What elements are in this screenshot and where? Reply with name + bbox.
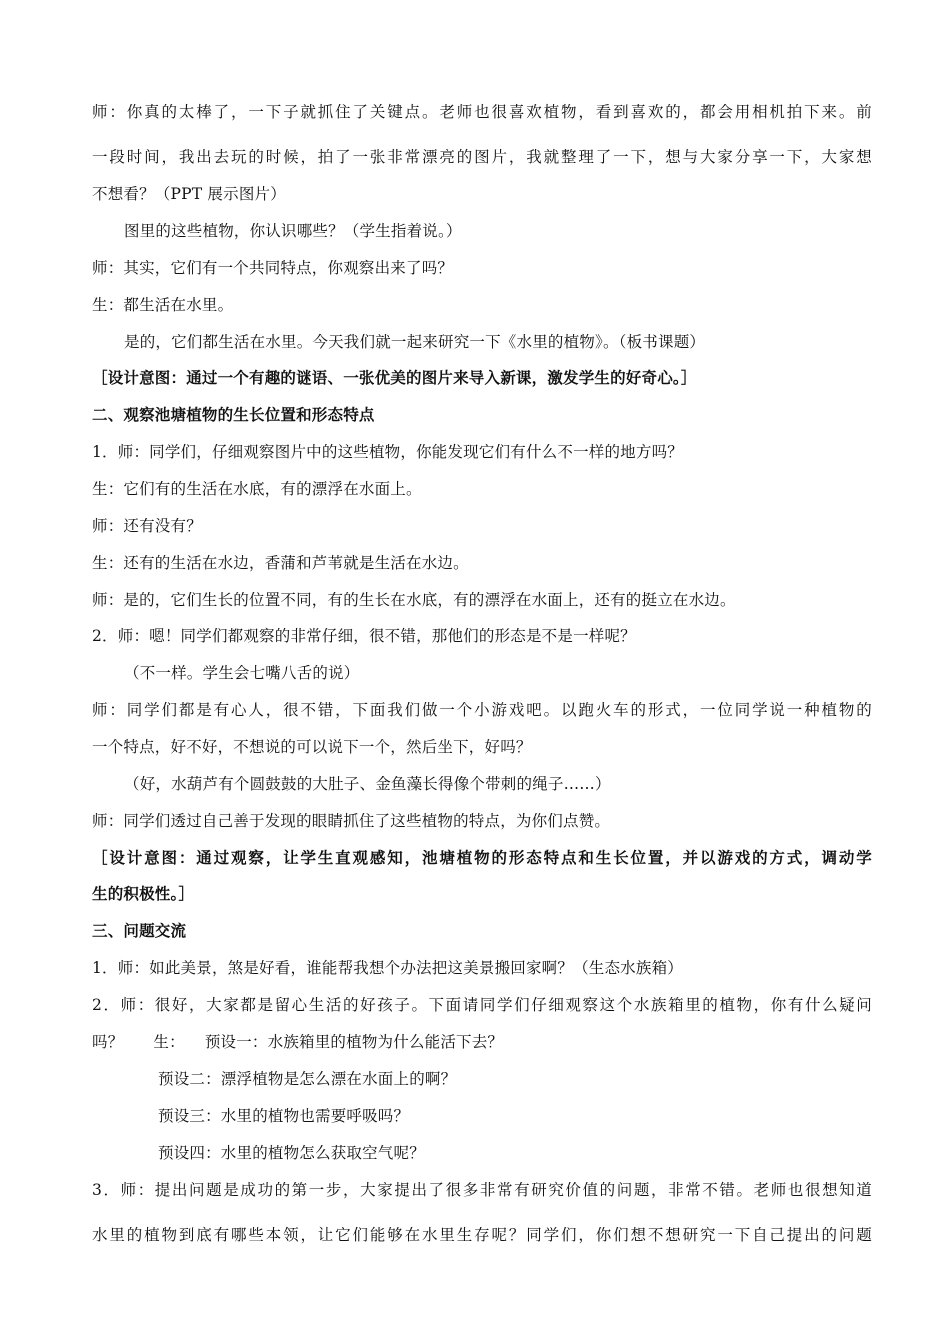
design-intent-note: ［设计意图：通过一个有趣的谜语、一张优美的图片来导入新课，激发学生的好奇心。］ [92, 368, 697, 387]
paragraph-line: 生：它们有的生活在水底，有的漂浮在水面上。 [92, 480, 422, 498]
paragraph-line: 预设四：水里的植物怎么获取空气呢？ [158, 1144, 425, 1162]
paragraph-line: 师：还有没有？ [92, 517, 202, 535]
paragraph-line: 2．师：很好，大家都是留心生活的好孩子。下面请同学们仔细观察这个水族箱里的植物，你有什么疑问 [92, 996, 872, 1014]
paragraph-line: 图里的这些植物，你认识哪些？（学生指着说。） [124, 222, 462, 240]
paragraph-line: 1．师：同学们，仔细观察图片中的这些植物，你能发现它们有什么不一样的地方吗？ [92, 443, 683, 461]
paragraph-line: （好，水葫芦有个圆鼓鼓的大肚子、金鱼藻长得像个带刺的绳子……） [124, 775, 611, 793]
paragraph-line: 是的，它们都生活在水里。今天我们就一起来研究一下《水里的植物》。（板书课题） [124, 333, 706, 351]
paragraph-line: 师：是的，它们生长的位置不同，有的生长在水底，有的漂浮在水面上，还有的挺立在水边。 [92, 591, 736, 609]
paragraph-line: 师：同学们透过自己善于发现的眼睛抓住了这些植物的特点，为你们点赞。 [92, 812, 611, 830]
paragraph-line: 预设二：漂浮植物是怎么漂在水面上的啊？ [158, 1070, 457, 1088]
paragraph-line: 师：其实，它们有一个共同特点，你观察出来了吗？ [92, 259, 454, 277]
paragraph-line: 2．师：嗯！同学们都观察的非常仔细，很不错，那他们的形态是不是一样呢？ [92, 627, 636, 645]
section-heading: 二、观察池塘植物的生长位置和形态特点 [92, 405, 375, 424]
paragraph-line: 生：还有的生活在水边，香蒲和芦苇就是生活在水边。 [92, 554, 469, 572]
paragraph-line: 师：你真的太棒了，一下子就抓住了关键点。老师也很喜欢植物，看到喜欢的，都会用相机拍下来。前 [92, 103, 872, 121]
paragraph-line: 一个特点，好不好，不想说的可以说下一个，然后坐下，好吗？ [92, 738, 532, 756]
paragraph-line: （不一样。学生会七嘴八舌的说） [124, 664, 360, 682]
paragraph-line: 不想看？（PPT 展示图片） [92, 185, 286, 203]
paragraph-line: 水里的植物到底有哪些本领，让它们能够在水里生存呢？同学们，你们想不想研究一下自己提出的问题 [92, 1226, 872, 1244]
paragraph-line [92, 1032, 872, 1052]
line-segment: 预设一：水族箱里的植物为什么能活下去？ [204, 1033, 504, 1051]
paragraph-line: 预设三：水里的植物也需要呼吸吗？ [158, 1107, 410, 1125]
section-heading: 三、问题交流 [92, 921, 187, 940]
design-intent-note: 生的积极性。］ [92, 884, 195, 903]
paragraph-line: 1．师：如此美景，煞是好看，谁能帮我想个办法把这美景搬回家啊？（生态水族箱） [92, 959, 683, 977]
design-intent-note: ［设计意图：通过观察，让学生直观感知，池塘植物的形态特点和生长位置，并以游戏的方式，调动学 [92, 848, 872, 867]
line-segment: 吗？ [92, 1033, 124, 1051]
line-segment: 生： [153, 1033, 185, 1051]
paragraph-line: 生：都生活在水里。 [92, 296, 234, 314]
paragraph-line: 一段时间，我出去玩的时候，拍了一张非常漂亮的图片，我就整理了一下，想与大家分享一下，大家想 [92, 148, 872, 166]
paragraph-line: 3．师：提出问题是成功的第一步，大家提出了很多非常有研究价值的问题，非常不错。老师也很想知道 [92, 1181, 872, 1199]
paragraph-line: 师：同学们都是有心人，很不错，下面我们做一个小游戏吧。以跑火车的形式，一位同学说一种植物的 [92, 701, 872, 719]
